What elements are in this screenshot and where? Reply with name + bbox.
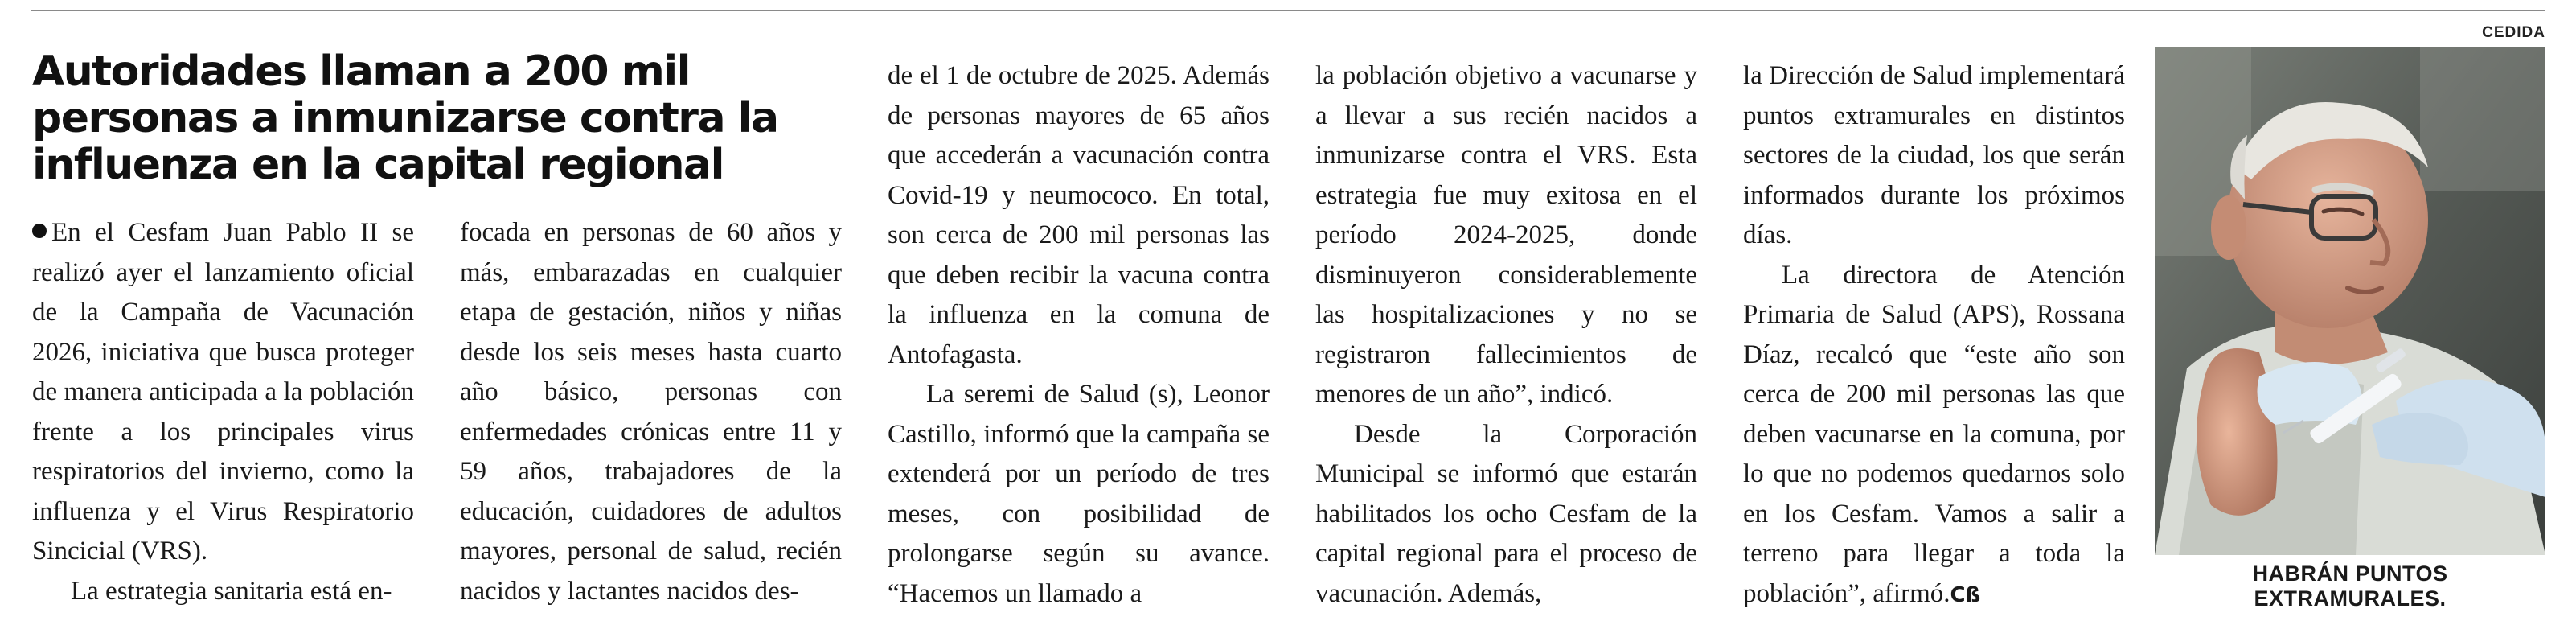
paragraph-strategy-cont: focada en personas de 60 años y más, embarazadas en cualquier etapa de gestación, niños y niñas desde los seis meses hasta cuarto año básico, personas con enfermedades crónicas entre 11 y 59 años, trabajadores de la educación, cuidadores de adultos mayores, personal de salud, recién nacidos y lactantes nacidos des- (460, 218, 842, 606)
director-quote: La directora de Atención Primaria de Salud (APS), Rossana Díaz, recalcó que “este año son cerca de 200 mil personas las que deben vacunarse en la comuna, por lo que no podemos quedarnos solo en los Cesfam. Vamos a salir a terreno para llegar a toda la población”, afirmó. (1743, 260, 2125, 608)
paragraph-strategy-end: de el 1 de octubre de 2025. Además de personas mayores de 65 años que accederán a vacunación contra Covid-19 y neumococo. En total, son cerca de 200 mil personas las que deben recibir la vacuna contra la influenza en la comuna de Antofagasta. (888, 61, 1270, 369)
paragraph-seremi-start: La seremi de Salud (s), Leonor Castillo, informó que la campaña se extenderá por un período de tres meses, con posibilidad de prolongarse según su avance. “Hacemos un llamado a (888, 380, 1270, 608)
column-2 (460, 213, 842, 611)
article (32, 32, 2139, 608)
vaccination-photo-illustration (2155, 47, 2545, 555)
paragraph-director (1743, 256, 2125, 616)
column-3 (888, 56, 1270, 614)
end-mark: Cß (1950, 582, 1981, 607)
column-4 (1315, 56, 1697, 614)
vaccination-photo (2155, 47, 2545, 555)
paragraph-strategy-start: La estrategia sanitaria está en- (71, 576, 392, 606)
column-5 (1743, 56, 2125, 615)
lead-text: En el Cesfam Juan Pablo II se realizó ayer el lanzamiento oficial de la Campaña de Vacunación 2026, iniciativa que busca proteger de manera anticipada a la población frente a los principales virus respiratorios del invierno, como la influenza y el Virus Respiratorio Sincicial (VRS). (32, 218, 414, 565)
paragraph-corporation-start: Desde la Corporación Municipal se informó que estarán habilitados los ocho Cesfam de la capital regional para el proceso de vacunación. Además, (1315, 419, 1697, 608)
bullet-icon (32, 224, 47, 238)
photo-caption: HABRÁN PUNTOS EXTRAMURALES. (2252, 561, 2448, 611)
lead-paragraph (32, 213, 414, 611)
paragraph-corporation-end: la Dirección de Salud implementará puntos extramurales en distintos sectores de la ciudad, los que serán informados durante los próximos días. (1743, 61, 2125, 249)
headline: Autoridades llaman a 200 mil personas a inmunizarse contra la influenza en la capital regional (32, 47, 778, 189)
top-rule (31, 10, 2545, 11)
paragraph-seremi-end: la población objetivo a vacunarse y a llevar a sus recién nacidos a inmunizarse contra el VRS. Esta estrategia fue muy exitosa en el período 2024-2025, donde disminuyeron considerablemente las hospitalizaciones y no se registraron fallecimientos de menores de un año”, indicó. (1315, 61, 1697, 409)
photo-credit: CEDIDA (2482, 24, 2545, 41)
